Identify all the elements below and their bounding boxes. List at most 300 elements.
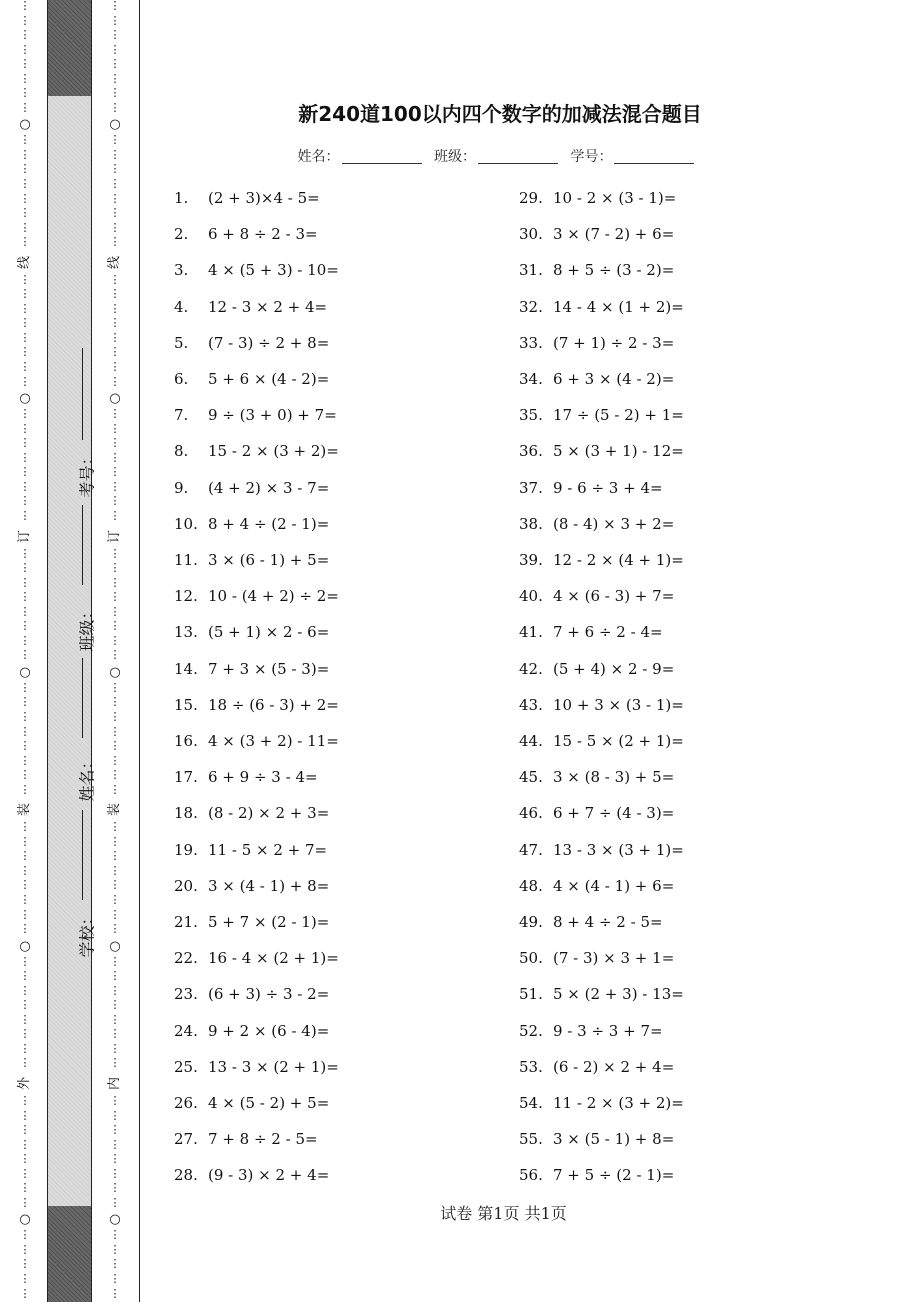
seal-dots: ⋮ — [109, 954, 121, 968]
question-expression: (6 - 2) × 2 + 4= — [553, 1057, 675, 1076]
seal-dots: ⋮ — [109, 969, 121, 983]
question-expression: 18 ÷ (6 - 3) + 2= — [208, 695, 339, 714]
question-expression: 16 - 4 × (2 + 1)= — [208, 949, 339, 968]
seal-circle-icon: ○ — [109, 1212, 121, 1228]
question-number: 11. — [174, 551, 198, 570]
seal-dots: ⋮ — [19, 619, 31, 633]
seal-dots: ⋮ — [19, 782, 31, 796]
seal-dots: ⋮ — [109, 1056, 121, 1070]
seal-dots: ⋮ — [19, 1041, 31, 1055]
question-number: 23. — [174, 985, 198, 1004]
question-number: 22. — [174, 949, 198, 968]
seal-dots: ⋮ — [109, 407, 121, 421]
seal-dots: ⋮ — [109, 561, 121, 575]
id-input-line[interactable] — [614, 149, 694, 164]
question-item — [519, 614, 684, 650]
question-expression: 3 × (6 - 1) + 5= — [208, 551, 330, 570]
question-item — [174, 289, 339, 325]
question-item — [519, 578, 684, 614]
seal-dots: ⋮ — [109, 849, 121, 863]
seal-dots: ⋮ — [109, 301, 121, 315]
inner-seal-line — [107, 0, 123, 1302]
seal-dots: ⋮ — [19, 633, 31, 647]
seal-dots: ⋮ — [109, 907, 121, 921]
seal-dots: ⋮ — [109, 316, 121, 330]
question-expression: (5 + 1) × 2 - 6= — [208, 623, 330, 642]
seal-dots: ⋮ — [109, 546, 121, 560]
seal-dots: ⋮ — [19, 191, 31, 205]
question-number: 8. — [174, 442, 189, 461]
question-number: 45. — [519, 768, 543, 787]
seal-dots: ⋮ — [19, 768, 31, 782]
seal-dots: ⋮ — [109, 206, 121, 220]
seal-dots: ⋮ — [109, 1152, 121, 1166]
question-expression: 14 - 4 × (1 + 2)= — [553, 297, 684, 316]
question-expression: 5 + 6 × (4 - 2)= — [208, 370, 330, 389]
seal-dots: ⋮ — [19, 1286, 31, 1300]
seal-dots: ⋮ — [19, 1012, 31, 1026]
seal-dots: ⋮ — [19, 206, 31, 220]
question-number: 56. — [519, 1166, 543, 1185]
question-expression: 15 - 2 × (3 + 2)= — [208, 442, 339, 461]
question-expression: 10 + 3 × (3 - 1)= — [553, 695, 684, 714]
seal-circle-icon: ○ — [19, 938, 31, 954]
seal-dots: ⋮ — [109, 983, 121, 997]
seal-word: 订 — [17, 529, 33, 543]
question-number: 6. — [174, 370, 189, 389]
page-margin-line — [139, 0, 140, 1302]
seal-circle-icon: ○ — [19, 1212, 31, 1228]
seal-dots: ⋮ — [109, 147, 121, 161]
question-item — [174, 361, 339, 397]
question-number: 52. — [519, 1021, 543, 1040]
question-item — [174, 216, 339, 252]
question-item — [519, 795, 684, 831]
seal-dots: ⋮ — [19, 648, 31, 662]
seal-dots: ⋮ — [19, 235, 31, 249]
seal-dots: ⋮ — [109, 479, 121, 493]
seal-dots: ⋮ — [19, 42, 31, 56]
question-number: 30. — [519, 225, 543, 244]
question-number: 7. — [174, 406, 189, 425]
seal-dots: ⋮ — [19, 709, 31, 723]
seal-dots: ⋮ — [109, 1272, 121, 1286]
seal-dots: ⋮ — [109, 57, 121, 71]
question-expression: 9 + 2 × (6 - 4)= — [208, 1021, 330, 1040]
question-number: 34. — [519, 370, 543, 389]
question-item — [174, 506, 339, 542]
question-item — [519, 542, 684, 578]
seal-word: 外 — [17, 1076, 33, 1091]
question-expression: (7 - 3) ÷ 2 + 8= — [208, 333, 330, 352]
question-number: 38. — [519, 514, 543, 533]
seal-dots: ⋮ — [109, 71, 121, 85]
question-number: 41. — [519, 623, 543, 642]
seal-dots: ⋮ — [109, 191, 121, 205]
seal-dots: ⋮ — [19, 316, 31, 330]
seal-dots: ⋮ — [19, 724, 31, 738]
question-item — [174, 976, 339, 1012]
question-expression: 5 × (3 + 1) - 12= — [553, 442, 684, 461]
seal-dots: ⋮ — [19, 133, 31, 147]
question-number: 35. — [519, 406, 543, 425]
question-item — [174, 542, 339, 578]
question-item — [174, 904, 339, 940]
seal-dots: ⋮ — [109, 768, 121, 782]
question-item — [519, 470, 684, 506]
seal-dots: ⋮ — [19, 892, 31, 906]
question-expression: (7 - 3) × 3 + 1= — [553, 949, 675, 968]
seal-dots: ⋮ — [109, 1108, 121, 1122]
seal-dots: ⋮ — [109, 287, 121, 301]
question-expression: 3 × (4 - 1) + 8= — [208, 876, 330, 895]
question-expression: 8 + 5 ÷ (3 - 2)= — [553, 261, 675, 280]
seal-dots: ⋮ — [109, 1094, 121, 1107]
question-number: 50. — [519, 949, 543, 968]
question-expression: (5 + 4) × 2 - 9= — [553, 659, 675, 678]
seal-dots: ⋮ — [19, 753, 31, 767]
seal-dots: ⋮ — [109, 133, 121, 147]
school-label: 学校： — [77, 909, 97, 958]
seal-dots: ⋮ — [109, 604, 121, 618]
question-number: 20. — [174, 876, 198, 895]
question-number: 19. — [174, 840, 198, 859]
question-number: 21. — [174, 913, 198, 932]
seal-dots: ⋮ — [19, 162, 31, 176]
question-item — [519, 1049, 684, 1085]
question-number: 5. — [174, 333, 189, 352]
question-expression: 6 + 3 × (4 - 2)= — [553, 370, 675, 389]
seal-dots: ⋮ — [19, 575, 31, 589]
question-number: 24. — [174, 1021, 198, 1040]
seal-circle-icon: ○ — [109, 117, 121, 133]
seal-dots: ⋮ — [19, 494, 31, 508]
question-number: 51. — [519, 985, 543, 1004]
question-expression: (6 + 3) ÷ 3 - 2= — [208, 985, 330, 1004]
seal-dots: ⋮ — [19, 680, 31, 694]
seal-circle-icon: ○ — [19, 117, 31, 133]
seal-dots: ⋮ — [19, 1152, 31, 1166]
seal-dots: ⋮ — [19, 1242, 31, 1256]
seal-dots: ⋮ — [109, 28, 121, 42]
question-expression: 5 + 7 × (2 - 1)= — [208, 913, 330, 932]
class-label: 班级： — [434, 149, 476, 165]
question-expression: (4 + 2) × 3 - 7= — [208, 478, 330, 497]
seal-circle-icon: ○ — [109, 938, 121, 954]
seal-dots: ⋮ — [19, 407, 31, 421]
seal-dots: ⋮ — [19, 272, 31, 286]
question-item — [519, 687, 684, 723]
question-item — [519, 433, 684, 469]
question-number: 54. — [519, 1094, 543, 1113]
seal-dots: ⋮ — [19, 147, 31, 161]
seal-dots: ⋮ — [109, 695, 121, 709]
seal-dots: ⋮ — [109, 177, 121, 191]
seal-dots: ⋮ — [19, 983, 31, 997]
seal-dots: ⋮ — [109, 374, 121, 388]
question-expression: 9 ÷ (3 + 0) + 7= — [208, 406, 337, 425]
page-title: 新240道100以内四个数字的加减法混合题目 — [298, 102, 702, 126]
seal-dots: ⋮ — [109, 648, 121, 662]
seal-dots: ⋮ — [19, 1027, 31, 1041]
question-item — [519, 216, 684, 252]
question-expression: (7 + 1) ÷ 2 - 3= — [553, 333, 675, 352]
name-label: 姓名： — [77, 753, 97, 802]
seal-word: 订 — [107, 529, 123, 543]
seal-dots: ⋮ — [19, 301, 31, 315]
question-number: 2. — [174, 225, 189, 244]
seal-dots: ⋮ — [109, 1195, 121, 1209]
seal-dots: ⋮ — [19, 28, 31, 42]
question-item — [174, 252, 339, 288]
question-number: 47. — [519, 840, 543, 859]
question-number: 1. — [174, 189, 189, 207]
seal-dots: ⋮ — [19, 100, 31, 114]
question-expression: 11 - 5 × 2 + 7= — [208, 840, 328, 859]
questions-right-column — [519, 180, 684, 1194]
question-expression: 6 + 7 ÷ (4 - 3)= — [553, 804, 675, 823]
question-number: 40. — [519, 587, 543, 606]
question-item — [174, 325, 339, 361]
seal-dots: ⋮ — [19, 421, 31, 435]
question-expression: 6 + 9 ÷ 3 - 4= — [208, 768, 318, 787]
binding-border-left — [47, 0, 48, 1302]
question-number: 53. — [519, 1057, 543, 1076]
name-input-line[interactable] — [342, 149, 422, 164]
question-number: 3. — [174, 261, 189, 280]
question-item — [519, 1013, 684, 1049]
question-item — [174, 868, 339, 904]
seal-dots: ⋮ — [19, 739, 31, 753]
question-item — [174, 723, 339, 759]
question-item — [519, 759, 684, 795]
name-blank — [82, 658, 83, 738]
question-item — [174, 614, 339, 650]
question-item — [174, 470, 339, 506]
seal-dots: ⋮ — [19, 907, 31, 921]
question-item — [174, 795, 339, 831]
question-number: 9. — [174, 478, 189, 497]
seal-dots: ⋮ — [109, 998, 121, 1012]
seal-dots: ⋮ — [109, 633, 121, 647]
seal-dots: ⋮ — [19, 287, 31, 301]
seal-dots: ⋮ — [19, 1137, 31, 1151]
seal-dots: ⋮ — [19, 13, 31, 27]
question-number: 10. — [174, 514, 198, 533]
seal-circle-icon: ○ — [19, 664, 31, 680]
seal-dots: ⋮ — [19, 450, 31, 464]
seal-dots: ⋮ — [19, 1166, 31, 1180]
seal-dots: ⋮ — [109, 1242, 121, 1256]
seal-dots: ⋮ — [19, 820, 31, 834]
seal-dots: ⋮ — [19, 0, 31, 12]
seal-dots: ⋮ — [109, 508, 121, 522]
seal-dots: ⋮ — [19, 1181, 31, 1195]
question-number: 55. — [519, 1130, 543, 1149]
seal-dots: ⋮ — [19, 479, 31, 493]
question-expression: 4 × (5 + 3) - 10= — [208, 261, 339, 280]
seal-dots: ⋮ — [109, 1027, 121, 1041]
question-item — [174, 651, 339, 687]
question-number: 16. — [174, 732, 198, 751]
question-expression: 9 - 6 ÷ 3 + 4= — [553, 478, 663, 497]
seal-dots: ⋮ — [19, 590, 31, 604]
question-expression: 13 - 3 × (2 + 1)= — [208, 1057, 339, 1076]
question-expression: 10 - (4 + 2) ÷ 2= — [208, 587, 339, 606]
question-expression: 9 - 3 ÷ 3 + 7= — [553, 1021, 663, 1040]
question-item — [519, 723, 684, 759]
id-label: 学号： — [570, 149, 613, 165]
seal-dots: ⋮ — [109, 724, 121, 738]
seal-dots: ⋮ — [19, 998, 31, 1012]
seal-dots: ⋮ — [109, 494, 121, 508]
seal-dots: ⋮ — [109, 330, 121, 344]
question-number: 39. — [519, 551, 543, 570]
seal-dots: ⋮ — [19, 834, 31, 848]
seal-dots: ⋮ — [109, 0, 121, 12]
seal-dots: ⋮ — [109, 1123, 121, 1137]
seal-dots: ⋮ — [109, 42, 121, 56]
question-item — [519, 1121, 684, 1157]
seal-dots: ⋮ — [19, 922, 31, 936]
question-number: 17. — [174, 768, 198, 787]
seal-dots: ⋮ — [109, 1166, 121, 1180]
seal-dots: ⋮ — [19, 220, 31, 234]
seal-dots: ⋮ — [109, 13, 121, 27]
question-item — [174, 1049, 339, 1085]
seal-word: 线 — [107, 255, 123, 269]
question-expression: 15 - 5 × (2 + 1)= — [553, 732, 684, 751]
seal-dots: ⋮ — [109, 421, 121, 435]
seal-dots: ⋮ — [109, 834, 121, 848]
question-expression: (8 - 2) × 2 + 3= — [208, 804, 330, 823]
question-expression: 7 + 5 ÷ (2 - 1)= — [553, 1166, 675, 1185]
seal-dots: ⋮ — [109, 782, 121, 796]
class-blank — [82, 505, 83, 585]
question-item — [174, 1157, 339, 1193]
seal-word: 装 — [17, 803, 33, 817]
question-item — [519, 976, 684, 1012]
question-expression: (8 - 4) × 3 + 2= — [553, 514, 675, 533]
question-item — [519, 252, 684, 288]
question-number: 32. — [519, 297, 543, 316]
question-item — [174, 759, 339, 795]
question-expression: 11 - 2 × (3 + 2)= — [553, 1094, 684, 1113]
question-expression: 12 - 2 × (4 + 1)= — [553, 551, 684, 570]
seal-dots: ⋮ — [19, 604, 31, 618]
question-number: 33. — [519, 333, 543, 352]
question-number: 13. — [174, 623, 198, 642]
question-item — [519, 180, 684, 216]
question-expression: 10 - 2 × (3 - 1)= — [553, 189, 677, 207]
question-item — [519, 361, 684, 397]
seal-dots: ⋮ — [109, 450, 121, 464]
seal-dots: ⋮ — [109, 575, 121, 589]
question-number: 26. — [174, 1094, 198, 1113]
question-expression: 4 × (3 + 2) - 11= — [208, 732, 339, 751]
seal-circle-icon: ○ — [109, 664, 121, 680]
question-expression: 12 - 3 × 2 + 4= — [208, 297, 328, 316]
seal-dots: ⋮ — [109, 436, 121, 450]
seal-dots: ⋮ — [19, 57, 31, 71]
question-number: 43. — [519, 695, 543, 714]
seal-dots: ⋮ — [109, 739, 121, 753]
class-label: 班级： — [77, 603, 97, 652]
question-expression: 6 + 8 ÷ 2 - 3= — [208, 225, 318, 244]
seal-dots: ⋮ — [19, 1123, 31, 1137]
seal-dots: ⋮ — [109, 590, 121, 604]
seal-circle-icon: ○ — [109, 391, 121, 407]
question-number: 48. — [519, 876, 543, 895]
question-expression: 8 + 4 ÷ 2 - 5= — [553, 913, 663, 932]
questions-left-column — [174, 180, 339, 1194]
question-number: 15. — [174, 695, 198, 714]
question-expression: 7 + 8 ÷ 2 - 5= — [208, 1130, 318, 1149]
question-number: 49. — [519, 913, 543, 932]
seal-dots: ⋮ — [109, 753, 121, 767]
seal-dots: ⋮ — [19, 561, 31, 575]
question-number: 14. — [174, 659, 198, 678]
question-expression: 4 × (5 - 2) + 5= — [208, 1094, 330, 1113]
question-expression: 4 × (4 - 1) + 6= — [553, 876, 675, 895]
question-expression: 17 ÷ (5 - 2) + 1= — [553, 406, 684, 425]
question-expression: 5 × (2 + 3) - 13= — [553, 985, 684, 1004]
seal-dots: ⋮ — [19, 330, 31, 344]
seal-dots: ⋮ — [19, 508, 31, 522]
question-item — [174, 1121, 339, 1157]
question-expression: 3 × (5 - 1) + 8= — [553, 1130, 675, 1149]
seal-dots: ⋮ — [109, 820, 121, 834]
seal-dots: ⋮ — [19, 86, 31, 100]
question-item — [519, 325, 684, 361]
question-item — [519, 940, 684, 976]
seal-dots: ⋮ — [19, 1195, 31, 1209]
question-number: 12. — [174, 587, 198, 606]
seal-dots: ⋮ — [109, 1181, 121, 1195]
seal-dots: ⋮ — [19, 863, 31, 877]
name-label: 姓名： — [297, 149, 340, 165]
question-number: 36. — [519, 442, 543, 461]
seal-dots: ⋮ — [19, 436, 31, 450]
seal-dots: ⋮ — [109, 892, 121, 906]
question-item — [519, 904, 684, 940]
seal-word: 线 — [17, 255, 33, 269]
seal-dots: ⋮ — [19, 360, 31, 374]
seal-dots: ⋮ — [19, 695, 31, 709]
question-item — [174, 1085, 339, 1121]
question-item — [519, 289, 684, 325]
seal-dots: ⋮ — [19, 465, 31, 479]
question-expression: 3 × (7 - 2) + 6= — [553, 225, 675, 244]
seal-dots: ⋮ — [109, 100, 121, 114]
question-expression: 4 × (6 - 3) + 7= — [553, 587, 675, 606]
seal-dots: ⋮ — [19, 1094, 31, 1107]
question-expression: 13 - 3 × (3 + 1)= — [553, 840, 684, 859]
class-input-line[interactable] — [478, 149, 558, 164]
question-number: 25. — [174, 1057, 198, 1076]
question-item — [174, 1013, 339, 1049]
question-number: 29. — [519, 189, 543, 207]
seal-dots: ⋮ — [109, 360, 121, 374]
question-item — [519, 1157, 684, 1193]
seal-dots: ⋮ — [109, 878, 121, 892]
seal-dots: ⋮ — [109, 1012, 121, 1026]
seal-dots: ⋮ — [19, 878, 31, 892]
seal-dots: ⋮ — [19, 374, 31, 388]
question-item — [519, 1085, 684, 1121]
seal-dots: ⋮ — [109, 863, 121, 877]
question-number: 42. — [519, 659, 543, 678]
